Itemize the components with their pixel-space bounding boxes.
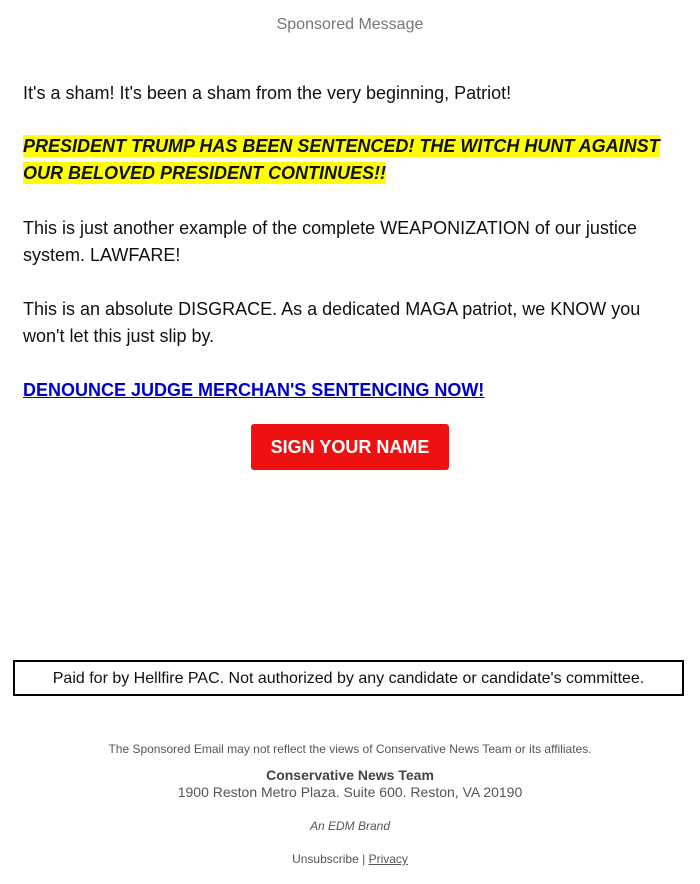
sign-your-name-button[interactable]: SIGN YOUR NAME <box>251 424 449 470</box>
footer-org-name: Conservative News Team <box>266 767 434 783</box>
headline-line-1: PRESIDENT TRUMP HAS BEEN SENTENCED! THE WITCH HUNT AGAINST <box>23 136 660 156</box>
footer-brand: An EDM Brand <box>309 819 391 833</box>
sponsored-message-label: Sponsored Message <box>276 16 424 33</box>
footer-links <box>0 852 700 866</box>
weaponization-paragraph: This is just another example of the complete WEAPONIZATION of our justice system. LAWFARE! <box>23 218 637 265</box>
unsubscribe-link[interactable]: Unsubscribe <box>292 852 359 866</box>
headline <box>23 133 663 187</box>
denounce-link[interactable]: DENOUNCE JUDGE MERCHAN'S SENTENCING NOW! <box>23 380 485 400</box>
disgrace-paragraph: This is an absolute DISGRACE. As a dedicated MAGA patriot, we KNOW you won't let this just slip by. <box>23 299 641 346</box>
footer-notice: The Sponsored Email may not reflect the views of Conservative News Team or its affiliates. <box>108 742 592 756</box>
paid-for-disclaimer: Paid for by Hellfire PAC. Not authorized by any candidate or candidate's committee. <box>13 660 684 696</box>
cta-link-container <box>23 377 663 404</box>
footer-address: 1900 Reston Metro Plaza. Suite 600. Reston, VA 20190 <box>177 784 523 800</box>
headline-line-2: OUR BELOVED PRESIDENT CONTINUES!! <box>23 163 387 183</box>
footer-separator: | <box>362 852 366 866</box>
greeting-text: It's a sham! It's been a sham from the very beginning, Patriot! <box>23 83 512 103</box>
privacy-link[interactable]: Privacy <box>368 852 408 866</box>
